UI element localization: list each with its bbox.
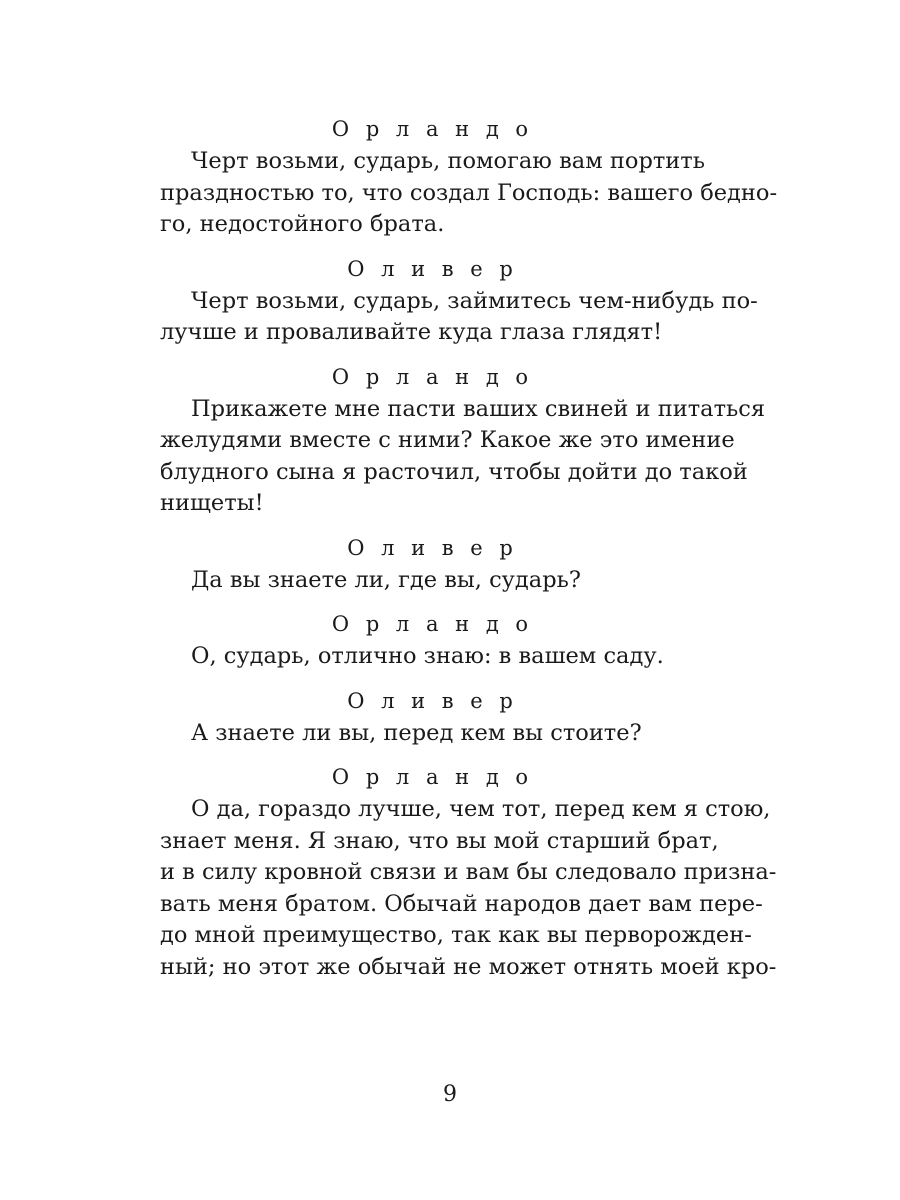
speaker-name: О л и в е р xyxy=(347,688,518,713)
page-number: 9 xyxy=(443,1082,457,1107)
text-line: Черт возьми, сударь, помогаю вам портить xyxy=(191,148,705,174)
speaker-name: О л и в е р xyxy=(347,256,518,281)
speech-paragraph xyxy=(160,565,705,597)
text-line: нищеты! xyxy=(160,490,264,516)
text-line: ный; но этот же обычай не может отнять моей кро- xyxy=(160,953,777,980)
speech-paragraph xyxy=(160,146,778,241)
text-line: желудями вместе с ними? Какое же это имение xyxy=(160,427,735,453)
text-line: лучше и проваливайте куда глаза глядят! xyxy=(160,319,663,345)
speech-paragraph xyxy=(160,794,777,983)
speech-paragraph xyxy=(160,286,758,349)
speaker-name: О л и в е р xyxy=(347,535,518,560)
speech-paragraph xyxy=(160,718,705,750)
text-line: О, сударь, отлично знаю: в вашем саду. xyxy=(191,643,664,669)
text-line: вать меня братом. Обычай народов дает вам пере- xyxy=(160,890,763,917)
text-line: Черт возьми, сударь, займитесь чем-нибудь по- xyxy=(191,287,758,314)
text-line: праздностью то, что создал Господь: вашего бедно- xyxy=(160,179,778,206)
text-line: Прикажете мне пасти ваших свиней и питаться xyxy=(191,395,766,422)
speaker-name: О р л а н д о xyxy=(331,612,534,636)
text-line: блудного сына я расточил, чтобы дойти до такой xyxy=(160,458,748,485)
text-line: го, недостойного брата. xyxy=(160,211,445,237)
speech-paragraph xyxy=(160,394,766,520)
text-line: Да вы знаете ли, где вы, сударь? xyxy=(191,566,581,593)
text-line: знает меня. Я знаю, что вы мой старший брат, xyxy=(160,827,719,854)
speaker-name: О р л а н д о xyxy=(331,117,534,141)
page-text xyxy=(160,112,778,994)
speech-paragraph xyxy=(160,641,705,673)
text-line: до мной преимущество, так как вы перворожден- xyxy=(160,922,752,948)
text-line: А знаете ли вы, перед кем вы стоите? xyxy=(191,719,642,746)
text-line: и в силу кровной связи и вам бы следовало призна- xyxy=(160,859,777,885)
speaker-name: О р л а н д о xyxy=(331,364,534,389)
text-line: О да, гораздо лучше, чем тот, перед кем я стою, xyxy=(191,796,771,822)
speaker-name: О р л а н д о xyxy=(331,765,534,789)
